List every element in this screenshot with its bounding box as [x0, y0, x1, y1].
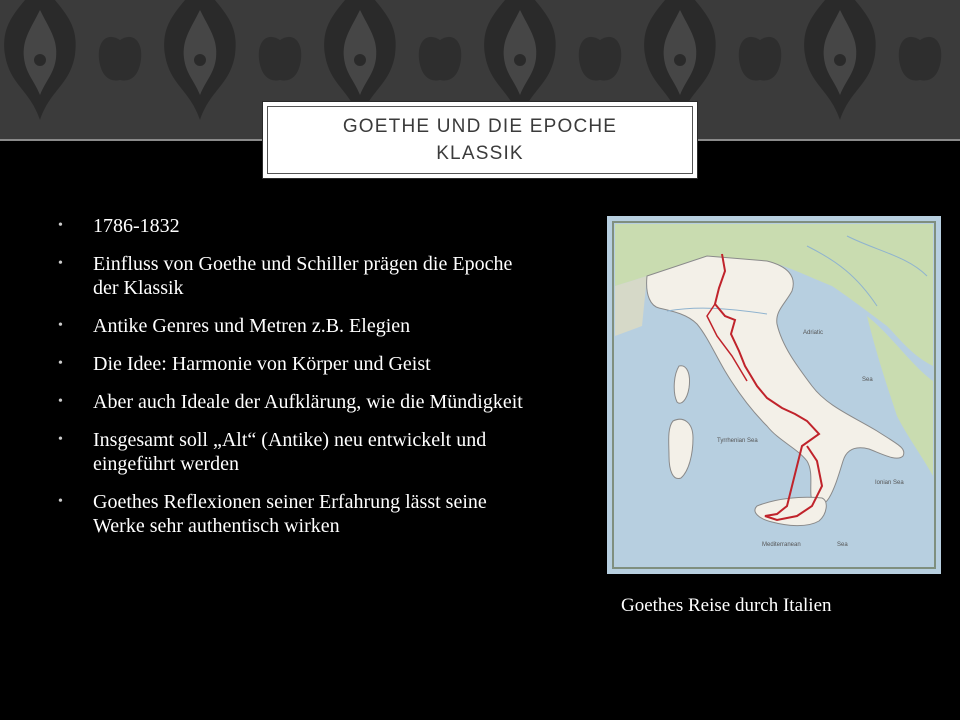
- sea-label-tyrrhenian: Tyrrhenian Sea: [717, 438, 758, 444]
- bullet-item: • Goethes Reflexionen seiner Erfahrung lässt seine Werke sehr authentisch wirken: [58, 491, 487, 537]
- sea-label-mediterranean: Mediterranean: [762, 542, 801, 548]
- bullet-item: • Einfluss von Goethe und Schiller prägen die Epoche der Klassik: [58, 253, 513, 299]
- sea-label-ionian: Ionian Sea: [875, 480, 904, 486]
- slide-title: GOETHE UND DIE EPOCHE KLASSIK: [342, 116, 618, 164]
- italy-map-image: [607, 216, 941, 574]
- bullet-item: • Die Idee: Harmonie von Körper und Geist: [58, 353, 431, 375]
- bullet-marker: •: [58, 494, 63, 509]
- sea-label-adriatic: Adriatic: [803, 330, 824, 336]
- title-box: [262, 101, 698, 179]
- bullet-item: • Insgesamt soll „Alt“ (Antike) neu entwickelt und eingeführt werden: [58, 429, 487, 475]
- bullet-marker: •: [58, 318, 63, 333]
- map-caption: Goethes Reise durch Italien: [621, 595, 832, 616]
- bullet-item: • 1786-1832: [58, 215, 180, 237]
- bullet-marker: •: [58, 218, 63, 233]
- bullet-marker: •: [58, 394, 63, 409]
- bullet-item: • Antike Genres und Metren z.B. Elegien: [58, 315, 411, 337]
- bullet-marker: •: [58, 432, 63, 447]
- bullet-list: [58, 214, 528, 552]
- sea-label-south: Sea: [837, 542, 848, 548]
- bullet-marker: •: [58, 256, 63, 271]
- bullet-item: • Aber auch Ideale der Aufklärung, wie die Mündigkeit: [58, 391, 523, 413]
- sea-label-east: Sea: [862, 377, 873, 383]
- bullet-marker: •: [58, 356, 63, 371]
